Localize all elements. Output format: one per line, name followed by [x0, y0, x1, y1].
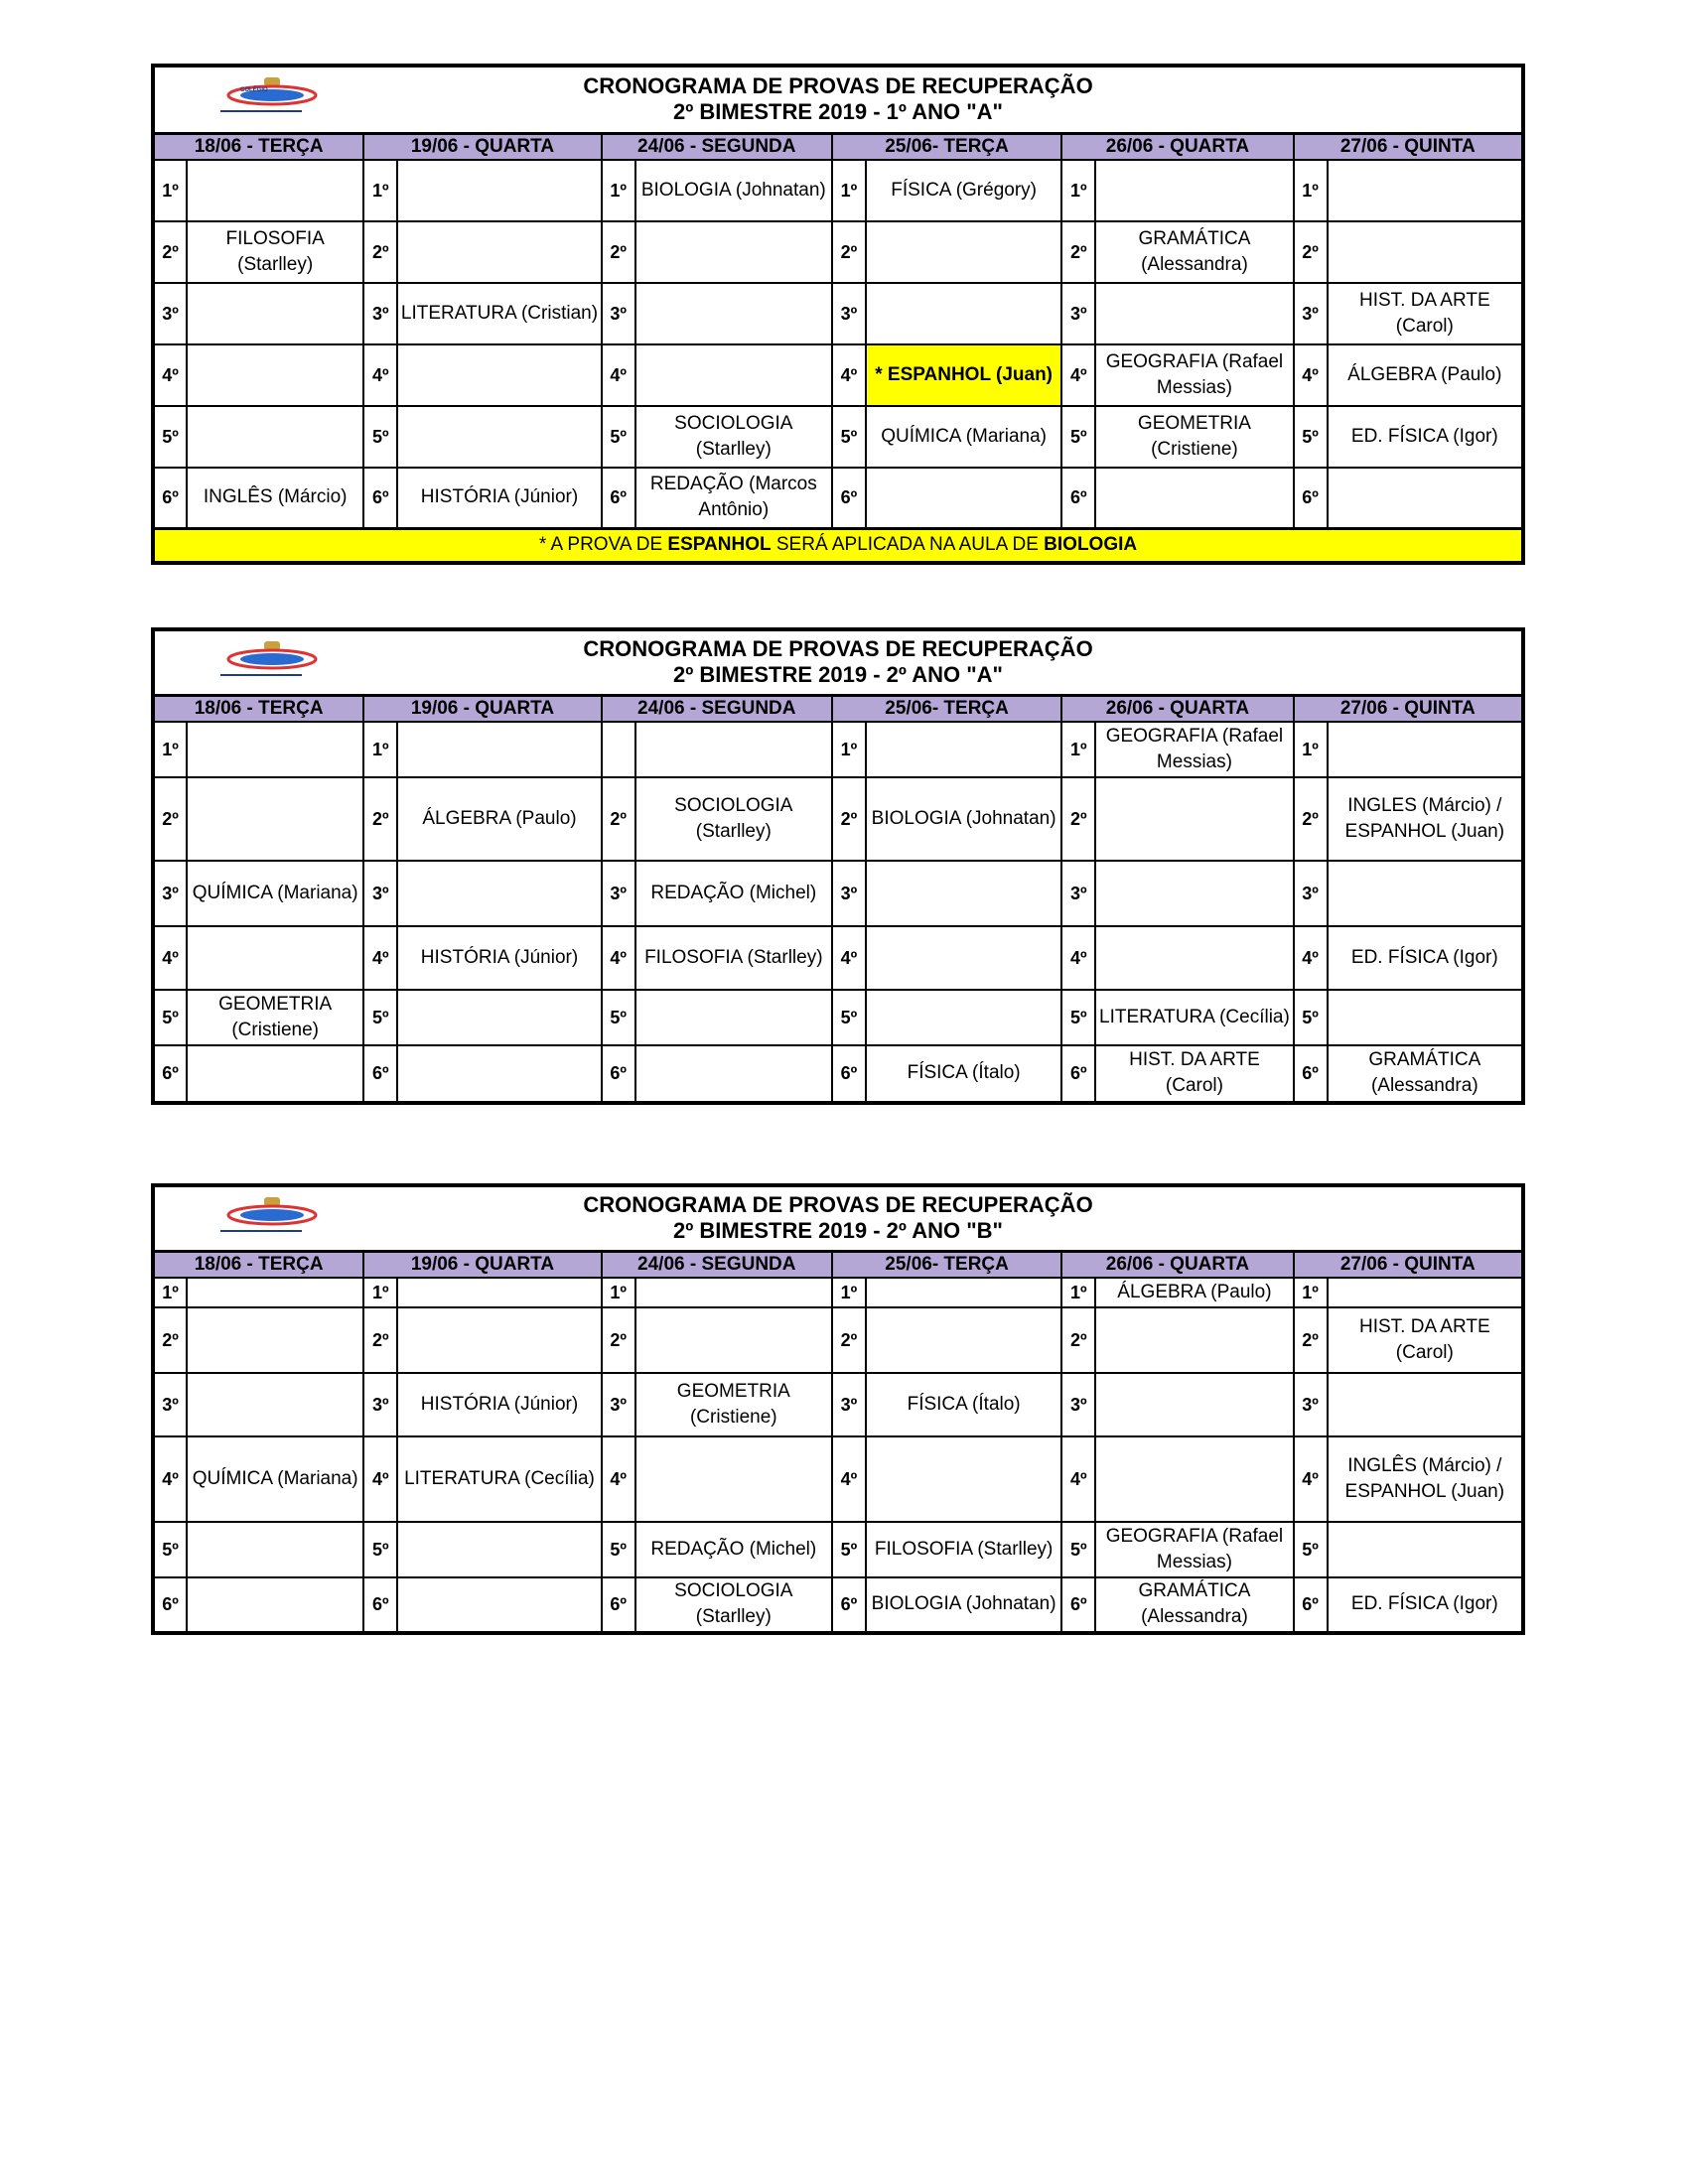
period-cell: 6º: [602, 1045, 635, 1103]
subject-cell: [1095, 1373, 1293, 1436]
period-cell: 6º: [153, 1577, 187, 1633]
period-cell: 2º: [363, 221, 397, 283]
day-header: 27/06 - QUINTA: [1294, 695, 1523, 722]
period-cell: 5º: [1294, 406, 1328, 468]
subject-cell: GEOMETRIA (Cristiene): [187, 990, 363, 1045]
period-cell: 1º: [832, 722, 866, 777]
table-header: [153, 629, 1523, 695]
period-cell: 4º: [153, 1436, 187, 1522]
subject-cell: INGLÊS (Márcio): [187, 468, 363, 529]
period-cell: 6º: [832, 1577, 866, 1633]
table-row: [153, 1307, 1523, 1373]
period-cell: 3º: [1061, 283, 1095, 344]
period-cell: 1º: [832, 1278, 866, 1307]
table-title: CRONOGRAMA DE PROVAS DE RECUPERAÇÃO: [583, 73, 1093, 99]
period-cell: 5º: [363, 406, 397, 468]
period-cell: 5º: [602, 406, 635, 468]
subject-cell: [187, 1577, 363, 1633]
subject-cell: [1095, 861, 1293, 926]
period-cell: 6º: [832, 468, 866, 529]
subject-cell: [1328, 1373, 1523, 1436]
table-subtitle: 2º BIMESTRE 2019 - 1º ANO "A": [673, 99, 1003, 125]
subject-cell: [397, 406, 601, 468]
period-cell: 3º: [363, 283, 397, 344]
subject-cell: GEOMETRIA (Cristiene): [635, 1373, 832, 1436]
subject-cell: [1095, 1436, 1293, 1522]
day-header: 26/06 - QUARTA: [1061, 1251, 1293, 1278]
subject-cell: [635, 1436, 832, 1522]
subject-cell: GRAMÁTICA (Alessandra): [1328, 1045, 1523, 1103]
day-header: 25/06- TERÇA: [832, 133, 1061, 160]
subject-cell: ED. FÍSICA (Igor): [1328, 1577, 1523, 1633]
period-cell: 1º: [363, 1278, 397, 1307]
subject-cell: [187, 722, 363, 777]
subject-cell: [866, 990, 1061, 1045]
subject-cell: [187, 406, 363, 468]
day-header: 24/06 - SEGUNDA: [602, 1251, 832, 1278]
period-cell: 2º: [832, 1307, 866, 1373]
period-cell: 5º: [832, 406, 866, 468]
subject-cell: [397, 1522, 601, 1577]
subject-cell: SOCIOLOGIA (Starlley): [635, 777, 832, 861]
period-cell: 6º: [1294, 468, 1328, 529]
subject-cell: REDAÇÃO (Marcos Antônio): [635, 468, 832, 529]
period-cell: 6º: [602, 468, 635, 529]
period-cell: 1º: [1294, 160, 1328, 221]
subject-cell: INGLÊS (Márcio) / ESPANHOL (Juan): [1328, 1436, 1523, 1522]
subject-cell: [1095, 1307, 1293, 1373]
schedule-table-1ano-a: [151, 64, 1525, 565]
period-cell: 3º: [832, 1373, 866, 1436]
subject-cell: [187, 344, 363, 406]
subject-cell: BIOLOGIA (Johnatan): [866, 1577, 1061, 1633]
subject-cell: LITERATURA (Cecília): [1095, 990, 1293, 1045]
period-cell: 6º: [832, 1045, 866, 1103]
subject-cell: [187, 1278, 363, 1307]
period-cell: 6º: [153, 1045, 187, 1103]
day-header: 18/06 - TERÇA: [153, 1251, 363, 1278]
period-cell: 5º: [1061, 406, 1095, 468]
table-row: [153, 160, 1523, 221]
day-header: 19/06 - QUARTA: [363, 1251, 601, 1278]
school-logo: [203, 639, 332, 685]
table-row: [153, 926, 1523, 990]
period-cell: 4º: [1294, 1436, 1328, 1522]
period-cell: 2º: [153, 221, 187, 283]
subject-cell: [187, 1522, 363, 1577]
table-row: [153, 1278, 1523, 1307]
period-cell: 3º: [1061, 861, 1095, 926]
period-cell: 4º: [602, 926, 635, 990]
subject-cell: [1095, 926, 1293, 990]
subject-cell: HISTÓRIA (Júnior): [397, 926, 601, 990]
subject-cell: [1328, 1522, 1523, 1577]
table-row: [153, 1045, 1523, 1103]
table-subtitle: 2º BIMESTRE 2019 - 2º ANO "B": [673, 1218, 1003, 1244]
period-cell: 3º: [832, 861, 866, 926]
day-header: 18/06 - TERÇA: [153, 695, 363, 722]
table-row: [153, 283, 1523, 344]
day-header: 25/06- TERÇA: [832, 1251, 1061, 1278]
subject-cell: [635, 1278, 832, 1307]
period-cell: 4º: [153, 926, 187, 990]
period-cell: 1º: [602, 1278, 635, 1307]
subject-cell: INGLES (Márcio) / ESPANHOL (Juan): [1328, 777, 1523, 861]
period-cell: 1º: [153, 1278, 187, 1307]
period-cell: 5º: [1294, 1522, 1328, 1577]
subject-cell: [635, 344, 832, 406]
table-row: [153, 468, 1523, 529]
subject-cell: REDAÇÃO (Michel): [635, 861, 832, 926]
day-header: 18/06 - TERÇA: [153, 133, 363, 160]
table-title: CRONOGRAMA DE PROVAS DE RECUPERAÇÃO: [583, 636, 1093, 662]
table-row: [153, 406, 1523, 468]
period-cell: 4º: [153, 344, 187, 406]
subject-cell: GEOGRAFIA (Rafael Messias): [1095, 344, 1293, 406]
subject-cell: [397, 221, 601, 283]
subject-cell: FÍSICA (Ítalo): [866, 1373, 1061, 1436]
subject-cell: QUÍMICA (Mariana): [866, 406, 1061, 468]
table-row: [153, 1522, 1523, 1577]
subject-cell: GRAMÁTICA (Alessandra): [1095, 221, 1293, 283]
subject-cell: [866, 861, 1061, 926]
subject-cell: ÁLGEBRA (Paulo): [1328, 344, 1523, 406]
subject-cell: ED. FÍSICA (Igor): [1328, 926, 1523, 990]
period-cell: 6º: [1294, 1577, 1328, 1633]
period-cell: 5º: [832, 990, 866, 1045]
period-cell: 2º: [1061, 221, 1095, 283]
subject-cell: [635, 1045, 832, 1103]
period-cell: 3º: [153, 283, 187, 344]
schedule-table-2ano-a: [151, 627, 1525, 1105]
subject-cell: [635, 221, 832, 283]
period-cell: 6º: [363, 1045, 397, 1103]
subject-cell: [866, 1307, 1061, 1373]
period-cell: 1º: [1061, 722, 1095, 777]
day-header-row: [153, 1251, 1523, 1278]
subject-cell: GEOGRAFIA (Rafael Messias): [1095, 1522, 1293, 1577]
footnote: * A PROVA DE ESPANHOL SERÁ APLICADA NA AULA DE BIOLOGIA: [153, 529, 1523, 563]
period-cell: 6º: [153, 468, 187, 529]
day-header: 24/06 - SEGUNDA: [602, 133, 832, 160]
period-cell: 6º: [602, 1577, 635, 1633]
subject-cell: BIOLOGIA (Johnatan): [866, 777, 1061, 861]
period-cell: 2º: [153, 777, 187, 861]
subject-cell: SOCIOLOGIA (Starlley): [635, 406, 832, 468]
subject-cell: [1328, 468, 1523, 529]
day-header: 19/06 - QUARTA: [363, 133, 601, 160]
subject-cell: QUÍMICA (Mariana): [187, 861, 363, 926]
subject-cell: [1095, 283, 1293, 344]
period-cell: 2º: [1294, 777, 1328, 861]
period-cell: 1º: [1061, 1278, 1095, 1307]
period-cell: 6º: [1294, 1045, 1328, 1103]
period-cell: 2º: [363, 1307, 397, 1373]
period-cell: 3º: [363, 1373, 397, 1436]
period-cell: 3º: [1294, 1373, 1328, 1436]
period-cell: 5º: [602, 990, 635, 1045]
period-cell: 4º: [363, 1436, 397, 1522]
subject-cell: [1328, 1278, 1523, 1307]
subject-cell: [866, 283, 1061, 344]
period-cell: 3º: [602, 1373, 635, 1436]
subject-cell: [1095, 777, 1293, 861]
subject-cell: [187, 283, 363, 344]
subject-cell: [397, 344, 601, 406]
period-cell: 5º: [153, 1522, 187, 1577]
school-logo: [203, 1195, 332, 1241]
subject-cell: [187, 1307, 363, 1373]
period-cell: 1º: [153, 160, 187, 221]
schedule-table-2ano-b: [151, 1183, 1525, 1635]
period-cell: 5º: [153, 406, 187, 468]
subject-cell: [1328, 160, 1523, 221]
period-cell: 2º: [832, 221, 866, 283]
subject-cell: [397, 722, 601, 777]
period-cell: 4º: [602, 1436, 635, 1522]
subject-cell: [1328, 221, 1523, 283]
table-row: [153, 221, 1523, 283]
subject-cell: [866, 1436, 1061, 1522]
table-title: CRONOGRAMA DE PROVAS DE RECUPERAÇÃO: [583, 1192, 1093, 1218]
period-cell: 4º: [363, 926, 397, 990]
subject-cell: [1328, 722, 1523, 777]
period-cell: 5º: [1061, 990, 1095, 1045]
period-cell: 5º: [153, 990, 187, 1045]
day-header: 19/06 - QUARTA: [363, 695, 601, 722]
period-cell: 4º: [1294, 926, 1328, 990]
period-cell: 4º: [832, 926, 866, 990]
period-cell: 1º: [832, 160, 866, 221]
table-row: [153, 777, 1523, 861]
subject-cell: FILOSOFIA (Starlley): [866, 1522, 1061, 1577]
day-header-row: [153, 133, 1523, 160]
subject-cell: [635, 990, 832, 1045]
period-cell: 1º: [153, 722, 187, 777]
subject-cell: LITERATURA (Cristian): [397, 283, 601, 344]
subject-cell: FÍSICA (Ítalo): [866, 1045, 1061, 1103]
subject-cell: HISTÓRIA (Júnior): [397, 468, 601, 529]
period-cell: 2º: [153, 1307, 187, 1373]
period-cell: 4º: [1061, 926, 1095, 990]
period-cell: 6º: [1061, 1577, 1095, 1633]
subject-cell: [397, 1045, 601, 1103]
day-header: 27/06 - QUINTA: [1294, 1251, 1523, 1278]
subject-cell: FILOSOFIA (Starlley): [635, 926, 832, 990]
period-cell: 5º: [363, 990, 397, 1045]
subject-cell: GRAMÁTICA (Alessandra): [1095, 1577, 1293, 1633]
subject-cell: [1095, 160, 1293, 221]
period-cell: 4º: [363, 344, 397, 406]
table-header: [153, 1185, 1523, 1251]
table-row: [153, 1577, 1523, 1633]
subject-cell: [397, 1307, 601, 1373]
subject-cell: [187, 1373, 363, 1436]
period-cell: 4º: [1061, 344, 1095, 406]
period-cell: 1º: [1061, 160, 1095, 221]
subject-cell: REDAÇÃO (Michel): [635, 1522, 832, 1577]
subject-cell: [635, 1307, 832, 1373]
subject-cell: ED. FÍSICA (Igor): [1328, 406, 1523, 468]
subject-cell: [187, 1045, 363, 1103]
day-header-row: [153, 695, 1523, 722]
subject-cell: [187, 777, 363, 861]
table-row: [153, 722, 1523, 777]
period-cell: 2º: [602, 777, 635, 861]
period-cell: 3º: [1061, 1373, 1095, 1436]
period-cell: 4º: [832, 344, 866, 406]
subject-cell: [866, 926, 1061, 990]
period-cell: 3º: [832, 283, 866, 344]
subject-cell: [187, 160, 363, 221]
period-cell: 2º: [1294, 221, 1328, 283]
period-cell: 3º: [363, 861, 397, 926]
subject-cell: [397, 1278, 601, 1307]
subject-cell-highlight: * ESPANHOL (Juan): [866, 344, 1061, 406]
subject-cell: LITERATURA (Cecília): [397, 1436, 601, 1522]
table-subtitle: 2º BIMESTRE 2019 - 2º ANO "A": [673, 662, 1003, 688]
table-row: [153, 344, 1523, 406]
subject-cell: HIST. DA ARTE (Carol): [1095, 1045, 1293, 1103]
subject-cell: [397, 160, 601, 221]
period-cell: 2º: [1294, 1307, 1328, 1373]
day-header: 26/06 - QUARTA: [1061, 695, 1293, 722]
period-cell: 2º: [602, 1307, 635, 1373]
period-cell: 5º: [363, 1522, 397, 1577]
subject-cell: [1095, 468, 1293, 529]
period-cell: 3º: [1294, 861, 1328, 926]
day-header: 25/06- TERÇA: [832, 695, 1061, 722]
period-cell: 5º: [1061, 1522, 1095, 1577]
subject-cell: QUÍMICA (Mariana): [187, 1436, 363, 1522]
table-row: [153, 1373, 1523, 1436]
day-header: 26/06 - QUARTA: [1061, 133, 1293, 160]
subject-cell: [866, 722, 1061, 777]
subject-cell: [635, 722, 832, 777]
period-cell: 2º: [363, 777, 397, 861]
subject-cell: ÁLGEBRA (Paulo): [1095, 1278, 1293, 1307]
subject-cell: [397, 990, 601, 1045]
period-cell: 6º: [1061, 468, 1095, 529]
period-cell: 1º: [363, 160, 397, 221]
period-cell: 4º: [602, 344, 635, 406]
subject-cell: GEOMETRIA (Cristiene): [1095, 406, 1293, 468]
period-cell: 3º: [153, 1373, 187, 1436]
period-cell: 2º: [1061, 1307, 1095, 1373]
period-cell: 6º: [363, 1577, 397, 1633]
period-cell: 4º: [1061, 1436, 1095, 1522]
period-cell: 3º: [602, 283, 635, 344]
subject-cell: [866, 221, 1061, 283]
period-cell: 5º: [832, 1522, 866, 1577]
subject-cell: [866, 468, 1061, 529]
period-cell: 6º: [363, 468, 397, 529]
period-cell: 5º: [1294, 990, 1328, 1045]
subject-cell: FÍSICA (Grégory): [866, 160, 1061, 221]
period-cell: 1º: [363, 722, 397, 777]
subject-cell: [397, 861, 601, 926]
subject-cell: [187, 926, 363, 990]
period-cell: 5º: [602, 1522, 635, 1577]
subject-cell: HIST. DA ARTE (Carol): [1328, 1307, 1523, 1373]
table-row: [153, 861, 1523, 926]
table-header: [153, 66, 1523, 133]
period-cell: 4º: [832, 1436, 866, 1522]
svg-text:COLÉGIO: COLÉGIO: [240, 87, 268, 93]
school-logo: [203, 75, 332, 121]
period-cell: 3º: [1294, 283, 1328, 344]
table-row: [153, 990, 1523, 1045]
subject-cell: [1328, 861, 1523, 926]
table-row: [153, 1436, 1523, 1522]
period-cell: 2º: [1061, 777, 1095, 861]
period-cell: 3º: [153, 861, 187, 926]
subject-cell: BIOLOGIA (Johnatan): [635, 160, 832, 221]
period-cell: 4º: [1294, 344, 1328, 406]
subject-cell: [397, 1577, 601, 1633]
subject-cell: SOCIOLOGIA (Starlley): [635, 1577, 832, 1633]
subject-cell: HIST. DA ARTE (Carol): [1328, 283, 1523, 344]
period-cell: 6º: [1061, 1045, 1095, 1103]
period-cell: 1º: [602, 160, 635, 221]
period-cell: 3º: [602, 861, 635, 926]
subject-cell: ÁLGEBRA (Paulo): [397, 777, 601, 861]
period-cell: 1º: [1294, 1278, 1328, 1307]
period-cell: 2º: [832, 777, 866, 861]
day-header: 24/06 - SEGUNDA: [602, 695, 832, 722]
period-cell: [602, 722, 635, 777]
subject-cell: FILOSOFIA (Starlley): [187, 221, 363, 283]
day-header: 27/06 - QUINTA: [1294, 133, 1523, 160]
subject-cell: [1328, 990, 1523, 1045]
period-cell: 1º: [1294, 722, 1328, 777]
subject-cell: HISTÓRIA (Júnior): [397, 1373, 601, 1436]
subject-cell: [635, 283, 832, 344]
subject-cell: GEOGRAFIA (Rafael Messias): [1095, 722, 1293, 777]
subject-cell: [866, 1278, 1061, 1307]
period-cell: 2º: [602, 221, 635, 283]
